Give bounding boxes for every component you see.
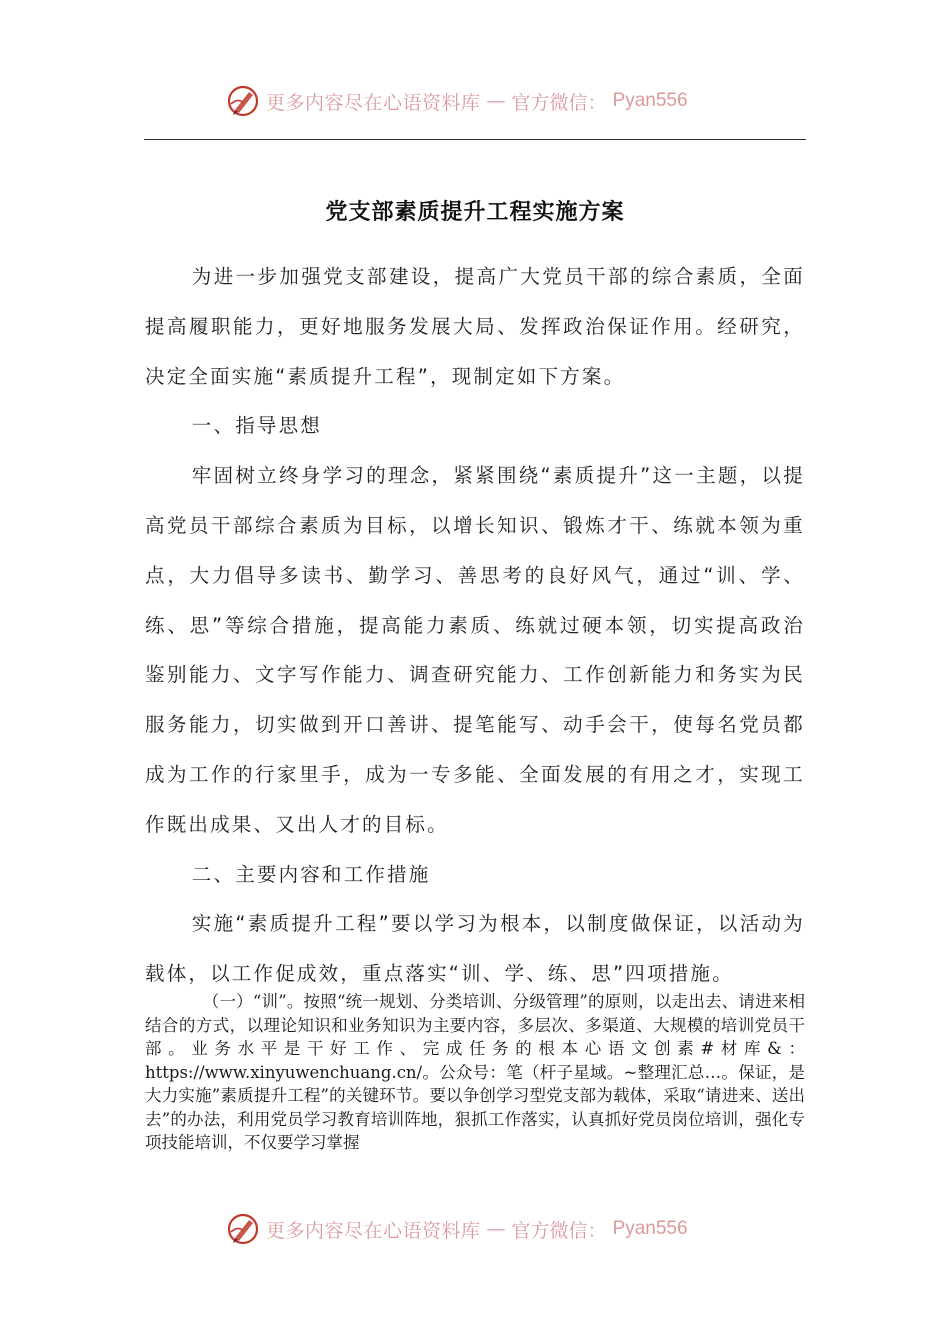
watermark-wechat-id: Pyan556 [612,1218,688,1239]
header-watermark [226,83,688,119]
header-divider [144,139,806,140]
training-paragraph: （一）“训”。按照“统一规划、分类培训、分级管理”的原则，以走出去、请进来相结合的方式，以理论知识和业务知识为主要内容，多层次、多渠道、大规模的培训党员干部。业务水平是干好工作、完成任务的根本心语文创素#材库&：https://www.xinyuwenchuang.cn/。公众号：笔（杆子星域。~整理汇总…。保证，是大力实施”素质提升工程”的关键环节。要以争创学习型党支部为载体，采取“请进来、送出去”的办法，利用党员学习教育培训阵地，狠抓工作落实，认真抓好党员岗位培训，强化专项技能培训，不仅要学习掌握 [145,992,805,1152]
main-content-paragraph: 实施“素质提升工程”要以学习为根本，以制度做保证，以活动为载体，以工作促成效，重点落实“训、学、练、思”四项措施。 [145,912,805,986]
footer-watermark [226,1211,688,1247]
watermark-text: 更多内容尽在心语资料库 [266,91,481,114]
watermark-separator: — [486,90,506,112]
section-heading-main-content: 二、主要内容和工作措施 [191,862,431,886]
pen-circle-logo-icon [226,1212,260,1246]
pen-circle-logo-icon [226,84,260,118]
training-section [145,990,805,1155]
intro-paragraph: 为进一步加强党支部建设，提高广大党员干部的综合素质，全面提高履职能力，更好地服务发展大局、发挥政治保证作用。经研究，决定全面实施“素质提升工程”，现制定如下方案。 [145,265,805,388]
watermark-official-label: 官方微信： [511,1219,607,1242]
document-body [145,252,805,999]
guiding-ideology-paragraph: 牢固树立终身学习的理念，紧紧围绕“素质提升”这一主题，以提高党员干部综合素质为目标，以增长知识、锻炼才干、练就本领为重点，大力倡导多读书、勤学习、善思考的良好风气，通过“训、学、练、思”等综合措施，提高能力素质、练就过硬本领，切实提高政治鉴别能力、文字写作能力、调查研究能力、工作创新能力和务实为民服务能力，切实做到开口善讲、提笔能写、动手会干，使每名党员都成为工作的行家里手，成为一专多能、全面发展的有用之才，实现工作既出成果、又出人才的目标。 [145,464,805,836]
watermark-separator: — [486,1218,506,1240]
watermark-official-label: 官方微信： [511,91,607,114]
watermark-text: 更多内容尽在心语资料库 [266,1219,481,1242]
document-title: 党支部素质提升工程实施方案 [325,198,625,225]
section-heading-guiding-ideology: 一、指导思想 [191,414,322,438]
watermark-wechat-id: Pyan556 [612,90,688,111]
